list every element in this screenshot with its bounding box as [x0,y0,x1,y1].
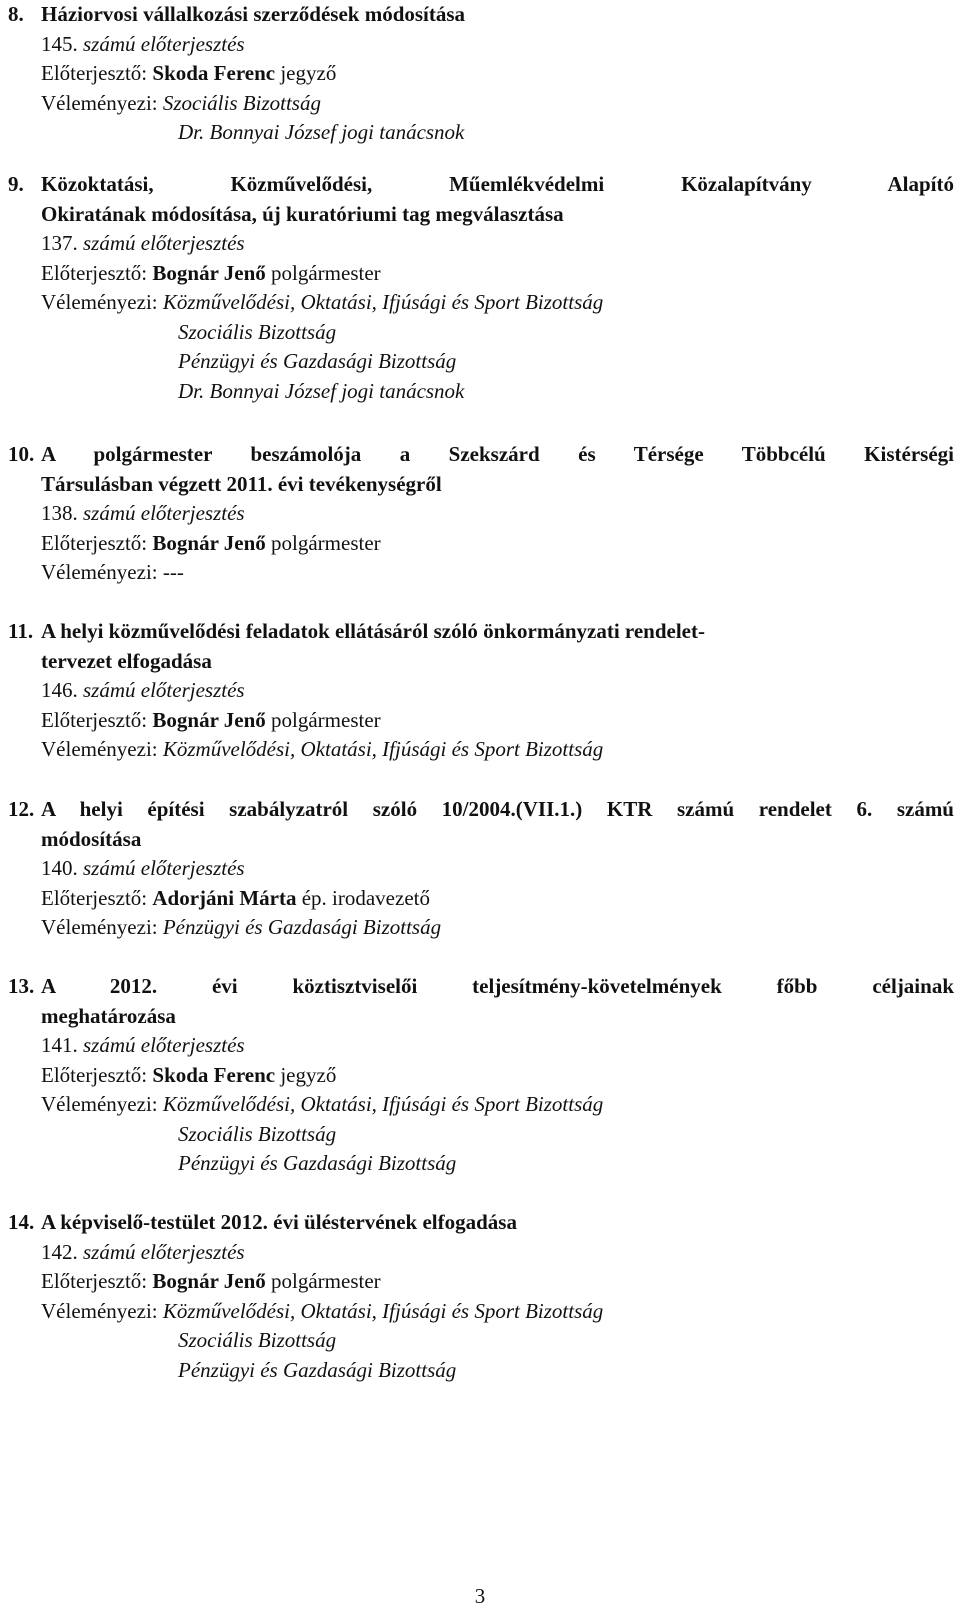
reviewer-none: --- [162,560,184,584]
item-number: 14. [8,1210,35,1234]
item-number: 12. [8,797,35,821]
reviewer-line: Véleményezi: Közművelődési, Oktatási, Ifjúsági és Sport Bizottság [41,1298,604,1323]
reviewer-committee: Közművelődési, Oktatási, Ifjúsági és Sport Bizottság [162,1092,604,1116]
presenter-line: Előterjesztő: Adorjáni Márta ép. irodavezető [41,885,430,910]
presenter-line: Előterjesztő: Bognár Jenő polgármester [41,707,381,732]
presenter-name: Bognár Jenő [152,707,266,732]
reviewer-line: Véleményezi: Közművelődési, Oktatási, Ifjúsági és Sport Bizottság [41,290,604,314]
reviewer-line [41,1326,954,1356]
item-title: Okiratának módosítása, új kuratóriumi tag megválasztása [41,201,564,226]
item-title: Háziorvosi vállalkozási szerződések módosítása [41,2,466,26]
presenter-line: Előterjesztő: Skoda Ferenc jegyző [41,61,337,85]
presenter-name: Bognár Jenő [152,1269,266,1293]
presenter-name: Adorjáni Márta [152,885,297,910]
presenter-name: Bognár Jenő [152,530,266,555]
reviewer-line: Véleményezi: Pénzügyi és Gazdasági Bizottság [41,915,442,939]
reviewer-line: Véleményezi: Szociális Bizottság [41,90,321,115]
reviewer-line [41,377,954,407]
proposal-reference: 140. számú előterjesztés [41,856,245,880]
presenter-line: Előterjesztő: Bognár Jenő polgármester [41,1269,381,1293]
item-title: meghatározása [41,1003,176,1028]
agenda-item-13 [8,972,954,1179]
reviewer-line [41,318,954,348]
item-number: 9. [8,172,24,196]
item-title: Közoktatási, Közművelődési, Műemlékvédelmi Közalapítvány Alapító [41,172,954,196]
reviewer-committee: Dr. Bonnyai József jogi tanácsnok [178,378,465,403]
item-title: tervezet elfogadása [41,648,212,673]
reviewer-committee: Dr. Bonnyai József jogi tanácsnok [178,120,465,144]
reviewer-committee: Szociális Bizottság [162,90,321,115]
agenda-item-12 [8,795,954,943]
item-title: A képviselő-testület 2012. évi üléstervének elfogadása [41,1210,517,1234]
agenda-item-10 [8,440,954,588]
agenda-item-11 [8,617,954,765]
item-title: A polgármester beszámolója a Szekszárd és Térsége Többcélú Kistérségi [41,442,954,466]
reviewer-line: Véleményezi: Közművelődési, Oktatási, Ifjúsági és Sport Bizottság [41,737,604,761]
item-title: A helyi közművelődési feladatok ellátásáról szóló önkormányzati rendelet- [41,619,705,643]
presenter-name: Skoda Ferenc [152,61,276,85]
reviewer-committee: Pénzügyi és Gazdasági Bizottság [178,1357,457,1382]
presenter-line: Előterjesztő: Skoda Ferenc jegyző [41,1062,337,1087]
page-number: 3 [474,1584,486,1608]
presenter-name: Bognár Jenő [152,260,266,285]
proposal-reference: 145. számú előterjesztés [41,31,245,56]
proposal-reference: 137. számú előterjesztés [41,231,245,255]
reviewer-line: Véleményezi: Közművelődési, Oktatási, Ifjúsági és Sport Bizottság [41,1092,604,1116]
reviewer-committee: Pénzügyi és Gazdasági Bizottság [162,915,442,939]
reviewer-committee: Közművelődési, Oktatási, Ifjúsági és Sport Bizottság [162,737,604,761]
reviewer-committee: Közművelődési, Oktatási, Ifjúsági és Sport Bizottság [162,290,604,314]
proposal-reference: 141. számú előterjesztés [41,1033,245,1057]
proposal-reference: 138. számú előterjesztés [41,501,245,525]
reviewer-committee: Közművelődési, Oktatási, Ifjúsági és Sport Bizottság [162,1298,604,1323]
item-number: 8. [8,2,24,26]
item-title: Társulásban végzett 2011. évi tevékenységről [41,471,442,496]
reviewer-line [41,1356,954,1386]
proposal-reference: 142. számú előterjesztés [41,1239,245,1264]
presenter-name: Skoda Ferenc [152,1062,276,1087]
proposal-reference: 146. számú előterjesztés [41,678,245,702]
item-title: módosítása [41,826,142,851]
reviewer-line [41,1149,954,1179]
reviewer-committee: Pénzügyi és Gazdasági Bizottság [178,1151,457,1175]
reviewer-committee: Szociális Bizottság [178,1328,337,1352]
item-number: 13. [8,974,35,998]
reviewer-committee: Pénzügyi és Gazdasági Bizottság [178,349,457,373]
reviewer-committee: Szociális Bizottság [178,1121,337,1146]
item-number: 11. [8,619,34,643]
reviewer-line: Véleményezi: --- [41,560,184,584]
agenda-item-8 [8,0,954,148]
reviewer-line [41,118,954,148]
agenda-item-14 [8,1208,954,1385]
agenda-item-9 [8,170,954,406]
reviewer-line [41,347,954,377]
item-title: A helyi építési szabályzatról szóló 10/2004.(VII.1.) KTR számú rendelet 6. számú [41,797,954,821]
item-title: A 2012. évi köztisztviselői teljesítmény-követelmények főbb céljainak [41,974,954,998]
reviewer-committee: Szociális Bizottság [178,319,337,344]
item-number: 10. [8,442,35,466]
presenter-line: Előterjesztő: Bognár Jenő polgármester [41,530,381,555]
presenter-line: Előterjesztő: Bognár Jenő polgármester [41,260,381,285]
reviewer-line [41,1120,954,1150]
